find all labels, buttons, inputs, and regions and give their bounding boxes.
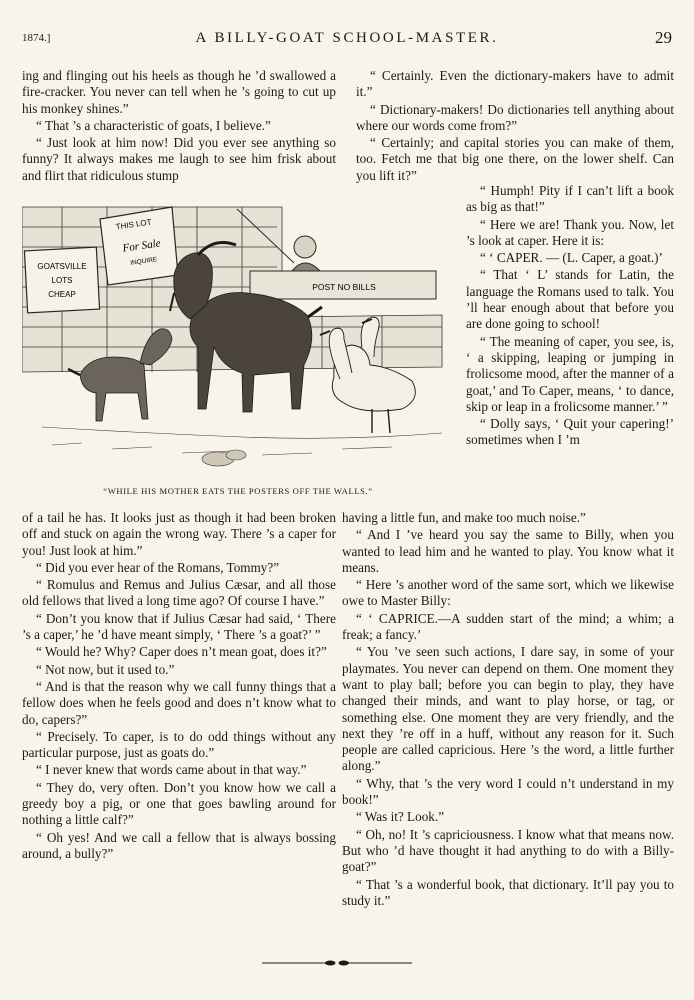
- sign-text: For Sale: [121, 237, 162, 255]
- poster-text: GOATSVILLE: [37, 262, 87, 271]
- sign-text: THIS LOT: [115, 217, 153, 232]
- paragraph: “ Romulus and Remus and Julius Cæsar, and all those old fellows that lived a long time ago? Of course I have.”: [22, 577, 336, 609]
- paragraph: “ Precisely. To caper, is to do odd things without any particular purpose, just as goats do.”: [22, 728, 336, 761]
- page-number: 29: [655, 28, 672, 47]
- paragraph: “ Did you ever hear of the Romans, Tommy?”: [36, 559, 280, 575]
- sign-text: INQUIRE: [129, 256, 158, 267]
- for-sale-sign: [100, 207, 178, 285]
- paragraph: “ I never knew that words came about in that way.”: [36, 762, 307, 778]
- left-column-bottom: [22, 510, 336, 863]
- paragraph: “ Was it? Look.”: [356, 809, 445, 825]
- paragraph: “ Just look at him now! Did you ever see anything so funny? It always makes me laugh to see him frisk about and flirt that ridiculous stump: [22, 135, 336, 183]
- paragraph: “ Here we are! Thank you. Now, let ’s look at caper. Here it is:: [466, 216, 674, 248]
- dictionary-entry: “ ‘ CAPRICE.—A sudden start of the mind; a whim; a freak; a fancy.’: [342, 610, 674, 643]
- right-column-bottom: [342, 510, 674, 910]
- header-title: A BILLY-GOAT SCHOOL-MASTER.: [195, 30, 499, 46]
- paragraph: “ Oh, no! It ’s capriciousness. I know what that means now. But who ’d have thought it had anything to do with a Billy-goat?”: [342, 826, 674, 875]
- dictionary-entry: “ ‘ CAPER. — (L. Caper, a goat.)’: [480, 250, 663, 266]
- left-column-top: [22, 68, 336, 185]
- poster-text: LOTS: [51, 276, 73, 285]
- paragraph: “ Here ’s another word of the same sort, which we likewise owe to Master Billy:: [342, 577, 674, 609]
- paragraph: “ Dolly says, ‘ Quit your capering!’ sometimes when I ’m: [466, 416, 674, 448]
- paragraph: “ Would he? Why? Caper does n’t mean goat, does it?”: [36, 644, 327, 660]
- paragraph: “ Don’t you know that if Julius Cæsar had said, ‘ There ’s a caper,’ he ’d have meant simply, ‘ There ’s a goat?’ ”: [22, 610, 336, 643]
- end-ornament: [262, 956, 412, 970]
- paragraph: “ That ’s a wonderful book, that dictionary. It’ll pay you to study it.”: [342, 876, 674, 908]
- fence-sign-text: POST NO BILLS: [312, 282, 376, 292]
- paragraph: ing and flinging out his heels as though he ’d swallowed a fire-cracker. You never can tell when he ’s going to cut up his monkey shines.”: [22, 68, 336, 116]
- paragraph: of a tail he has. It looks just as though it had been broken off and stuck on again the wrong way. There ’s a caper for you! Just look at him.”: [22, 510, 336, 558]
- paragraph: “ And is that the reason why we call funny things that a fellow does when he feels good and does n’t know what to do, capers?”: [22, 678, 336, 727]
- paragraph: “ That ’s a characteristic of goats, I believe.”: [36, 117, 271, 133]
- goats-illustration: [22, 197, 454, 487]
- goatsville-poster: [24, 247, 99, 313]
- paragraph: “ And I ’ve heard you say the same to Billy, when you wanted to lead him and he wanted to play. You know what it means.: [342, 527, 674, 575]
- paragraph: “ You ’ve seen such actions, I dare say, in some of your playmates. You never can depend on them. One moment they want to play ball; before you can begin to play, they have changed their minds, and want to play horse, or tag, or something else. One moment they are very friendly, and the next they ’re off in a huff, without any reason for it. Such people are called capricious. Here ’s the word, a little further along.”: [342, 644, 674, 774]
- paragraph: “ The meaning of caper, you see, is, ‘ a skipping, leaping or jumping in frolicsome mood, after the manner of a goat,’ and To Caper, means, ‘ to dance, skip or leap in a frolicsome manner.’ ”: [466, 333, 674, 414]
- figure-caption: “WHILE HIS MOTHER EATS THE POSTERS OFF THE WALLS.”: [103, 486, 373, 496]
- paragraph: “ Not now, but it used to.”: [36, 661, 175, 677]
- paragraph: “ Certainly. Even the dictionary-makers have to admit it.”: [356, 68, 674, 100]
- ground: [42, 427, 442, 466]
- paragraph: “ Dictionary-makers! Do dictionaries tell anything about where our words come from?”: [356, 101, 674, 133]
- paragraph: “ Why, that ’s the very word I could n’t understand in my book!”: [342, 775, 674, 808]
- right-column-beside-figure: [466, 183, 674, 450]
- paragraph: having a little fun, and make too much noise.”: [342, 510, 586, 525]
- running-head: [22, 26, 672, 52]
- paragraph: “ They do, very often. Don’t you know how we call a greedy boy a pig, or one that goes bawling around for nothing a little calf?”: [22, 779, 336, 828]
- paragraph: “ Humph! Pity if I can’t lift a book as big as that!”: [466, 183, 674, 215]
- paragraph: “ That ‘ L’ stands for Latin, the language the Romans used to talk. You ’ll hear enough about that before you are done going to school!: [466, 267, 674, 332]
- header-year: 1874.]: [22, 32, 51, 44]
- paragraph: “ Oh yes! And we call a fellow that is always bossing around, a bully?”: [22, 829, 336, 861]
- illustration: [22, 197, 454, 493]
- right-column-top: [356, 68, 674, 185]
- poster-text: CHEAP: [48, 290, 76, 299]
- paragraph: “ Certainly; and capital stories you can make of them, too. Fetch me that big one there, on the lower shelf. Can you lift it?”: [356, 135, 674, 183]
- fence: [250, 271, 436, 299]
